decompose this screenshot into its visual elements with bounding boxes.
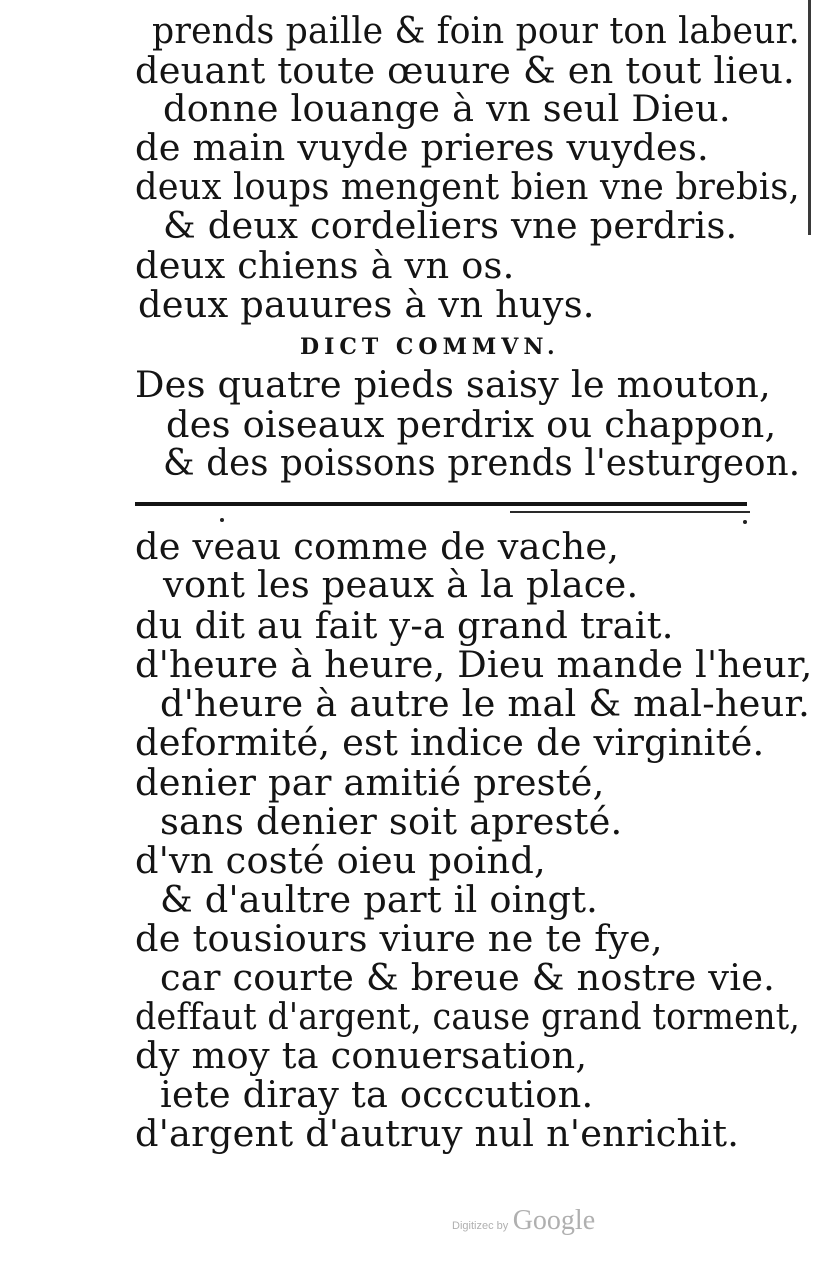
verse-line: deffaut d'argent, cause grand torment, bbox=[135, 997, 801, 1038]
verse-line: deformité, est indice de virginité. bbox=[135, 723, 765, 764]
section-heading: DICT COMMVN. bbox=[300, 334, 560, 360]
verse-line: d'argent d'autruy nul n'enrichit. bbox=[135, 1114, 740, 1155]
verse-line: car courte & breue & nostre vie. bbox=[160, 958, 776, 999]
cut-off-glyph-fragment bbox=[138, 0, 164, 7]
verse-line: d'heure à autre le mal & mal-heur. bbox=[160, 684, 811, 725]
ink-speck bbox=[220, 518, 224, 522]
verse-line: denier par amitié presté, bbox=[135, 763, 605, 804]
verse-line: des oiseaux perdrix ou chappon, bbox=[166, 405, 777, 446]
verse-line: du dit au fait y-a grand trait. bbox=[135, 606, 674, 647]
section-divider-rule-secondary bbox=[510, 511, 750, 513]
section-divider-rule bbox=[135, 502, 747, 506]
google-logo-text: Google bbox=[512, 1205, 596, 1236]
verse-line: & d'aultre part il oingt. bbox=[160, 880, 599, 921]
ink-speck bbox=[743, 520, 747, 524]
verse-line: d'heure à heure, Dieu mande l'heur, bbox=[135, 645, 813, 686]
verse-line: d'vn costé oieu poind, bbox=[135, 841, 546, 882]
verse-line: & deux cordeliers vne perdris. bbox=[163, 206, 738, 247]
verse-line: deux loups mengent bien vne brebis, bbox=[135, 167, 800, 208]
verse-line: donne louange à vn seul Dieu. bbox=[163, 89, 731, 130]
verse-line: de main vuyde prieres vuydes. bbox=[135, 128, 709, 169]
watermark-prefix: Digitizec by bbox=[452, 1220, 509, 1232]
verse-line: vont les peaux à la place. bbox=[163, 565, 639, 606]
page-edge-line bbox=[808, 0, 811, 235]
verse-line: & des poissons prends l'esturgeon. bbox=[163, 443, 801, 484]
verse-line: deux pauures à vn huys. bbox=[138, 285, 595, 326]
verse-line: de veau comme de vache, bbox=[135, 527, 620, 568]
digitization-watermark bbox=[452, 1205, 595, 1237]
verse-line: iete diray ta occcution. bbox=[160, 1075, 594, 1116]
verse-line: dy moy ta conuersation, bbox=[135, 1036, 588, 1077]
verse-line: deux chiens à vn os. bbox=[135, 246, 515, 287]
verse-line: sans denier soit apresté. bbox=[160, 802, 623, 843]
verse-line: Des quatre pieds saisy le mouton, bbox=[135, 365, 771, 406]
verse-line: de tousiours viure ne te fye, bbox=[135, 919, 663, 960]
verse-line: prends paille & foin pour ton labeur. bbox=[152, 11, 800, 52]
verse-line: deuant toute œuure & en tout lieu. bbox=[135, 51, 795, 92]
